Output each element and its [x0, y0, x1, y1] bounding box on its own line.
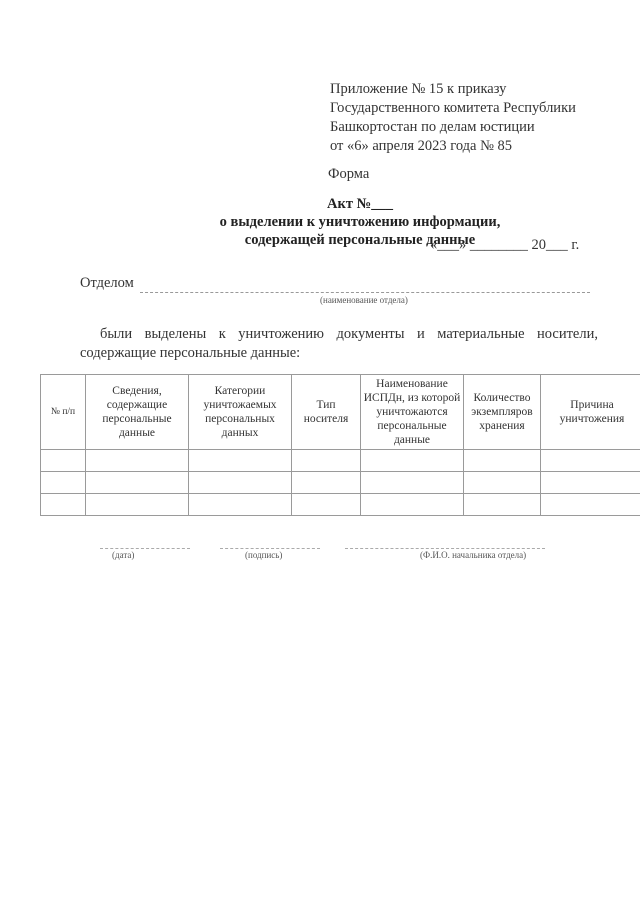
table-cell	[292, 450, 361, 472]
table-cell	[189, 472, 292, 494]
table-cell	[464, 494, 541, 516]
appendix-block	[330, 80, 620, 156]
signature-caption: (подпись)	[245, 550, 283, 560]
destruction-table	[40, 374, 640, 516]
fio-line	[345, 548, 545, 549]
table-cell	[361, 472, 464, 494]
table-cell	[292, 494, 361, 516]
header-number: № п/п	[41, 375, 86, 450]
act-title-line-2: о выделении к уничтожению информации,	[219, 214, 501, 230]
table-cell	[189, 494, 292, 516]
act-date-line: «___» ________ 20___ г.	[430, 237, 580, 253]
appendix-line-3: Башкортостан по делам юстиции	[330, 119, 535, 135]
form-label: Форма	[328, 166, 370, 182]
header-categories: Категории уничтожаемых персональных данных	[189, 375, 292, 450]
table-row	[41, 450, 640, 472]
header-info: Сведения, содержащие персональные данные	[86, 375, 189, 450]
table-cell	[41, 472, 86, 494]
signature-line	[220, 548, 320, 549]
table-row	[41, 494, 640, 516]
table-cell	[86, 494, 189, 516]
act-title-line-3: содержащей персональные данные	[244, 232, 476, 248]
table-cell	[541, 450, 640, 472]
header-ispdn-name: Наименование ИСПДн, из которой уничтожаются персональные данные	[361, 375, 464, 450]
table-cell	[292, 472, 361, 494]
header-media-type: Тип носителя	[292, 375, 361, 450]
table-cell	[41, 450, 86, 472]
table-cell	[464, 472, 541, 494]
fio-caption: (Ф.И.О. начальника отдела)	[420, 550, 527, 560]
date-caption: (дата)	[112, 550, 135, 560]
header-copies: Количество экземпляров хранения	[464, 375, 541, 450]
table-row	[41, 472, 640, 494]
appendix-line-2: Государственного комитета Республики	[330, 100, 576, 116]
table-body	[41, 450, 640, 516]
table-cell	[41, 494, 86, 516]
table-cell	[464, 450, 541, 472]
department-caption: (наименование отдела)	[320, 295, 408, 305]
act-title-line-1: Акт №___	[327, 196, 393, 212]
intro-paragraph: были выделены к уничтожению документы и материальные носители, содержащие персональные данные:	[80, 326, 598, 361]
appendix-line-1: Приложение № 15 к приказу	[330, 81, 507, 97]
department-fill-line	[140, 292, 590, 293]
table-cell	[361, 450, 464, 472]
table-header-row	[41, 375, 640, 450]
appendix-line-4: от «6» апреля 2023 года № 85	[330, 138, 513, 154]
table-cell	[86, 472, 189, 494]
table-cell	[86, 450, 189, 472]
header-reason: Причина уничтожения	[541, 375, 640, 450]
table-cell	[541, 494, 640, 516]
table-cell	[361, 494, 464, 516]
department-label: Отделом	[80, 275, 134, 291]
table-cell	[541, 472, 640, 494]
table-cell	[189, 450, 292, 472]
date-sign-line	[100, 548, 190, 549]
